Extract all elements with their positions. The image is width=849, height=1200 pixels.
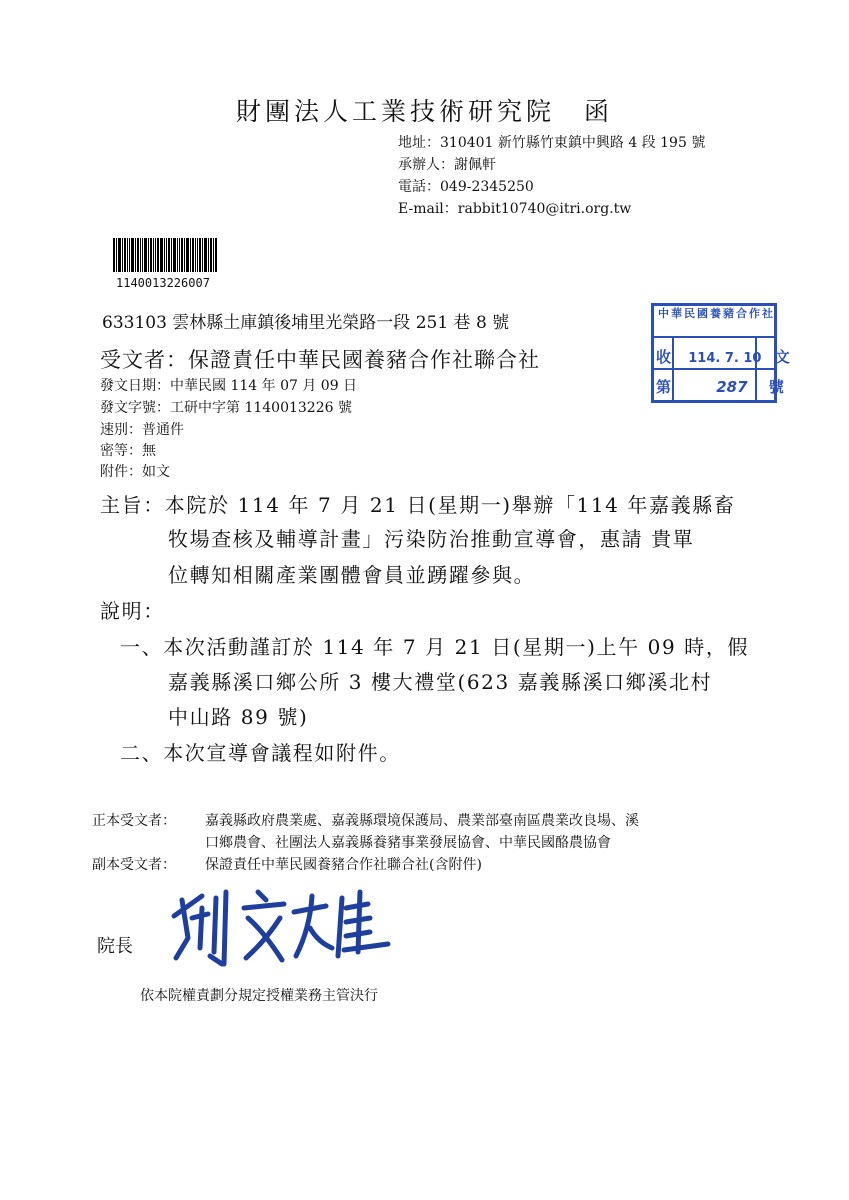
subject-line-1: 主旨：本院於 114 年 7 月 21 日(星期一)舉辦「114 年嘉義縣畜 xyxy=(100,493,736,517)
barcode xyxy=(113,238,245,272)
stamp-no-label: 第 xyxy=(656,378,672,396)
main-recipients-line-1: 嘉義縣政府農業處、嘉義縣環境保護局、農業部臺南區農業改良場、溪 xyxy=(205,813,639,829)
main-recipients-line-2: 口鄉農會、社團法人嘉義縣養豬事業發展協會、中華民國酪農協會 xyxy=(205,835,611,851)
delegation-note: 依本院權責劃分規定授權業務主管決行 xyxy=(140,988,378,1004)
explanation-item-1-line-2: 嘉義縣溪口鄉公所 3 樓大禮堂(623 嘉義縣溪口鄉溪北村 xyxy=(168,670,713,694)
stamp-receive-label: 收 xyxy=(656,348,672,366)
sender-address: 地址：310401 新竹縣竹東鎮中興路 4 段 195 號 xyxy=(398,135,706,151)
subject-line-2: 牧場查核及輔導計畫」污染防治推動宣導會，惠請 貴單 xyxy=(168,527,695,551)
handwritten-signature xyxy=(162,878,402,968)
contact-email: E-mail：rabbit10740@itri.org.tw xyxy=(398,201,632,217)
security-level: 密等：無 xyxy=(100,443,156,459)
stamp-doc-label: 文 xyxy=(774,348,790,366)
copy-recipients-label: 副本受文者： xyxy=(92,857,176,873)
attachment-note: 附件：如文 xyxy=(100,464,170,480)
contact-person: 承辦人：謝佩軒 xyxy=(398,157,496,173)
subject-line-3: 位轉知相關產業團體會員並踴躍參與。 xyxy=(168,563,536,587)
stamp-date: 114. 7. 10 xyxy=(688,351,762,366)
copy-recipients-line-1: 保證責任中華民國養豬合作社聯合社(含附件) xyxy=(205,857,482,873)
issue-date: 發文日期：中華民國 114 年 07 月 09 日 xyxy=(100,378,358,394)
delivery-speed: 速別：普通件 xyxy=(100,422,184,438)
barcode-number: 1140013226007 xyxy=(116,276,210,290)
director-title: 院長 xyxy=(97,936,133,957)
stamp-no-value: 287 xyxy=(716,378,748,396)
document-title: 財團法人工業技術研究院 函 xyxy=(235,97,613,126)
document-number: 發文字號：工研中字第 1140013226 號 xyxy=(100,400,352,416)
main-recipients-label: 正本受文者： xyxy=(92,813,176,829)
explanation-item-1-line-3: 中山路 89 號) xyxy=(168,705,309,729)
explanation-item-2: 二、本次宣導會議程如附件。 xyxy=(120,741,401,765)
stamp-org: 中華民國養豬合作社 xyxy=(658,307,775,320)
stamp-no-suffix: 號 xyxy=(768,378,784,396)
explanation-heading: 說明： xyxy=(100,599,165,623)
contact-phone: 電話：049-2345250 xyxy=(398,179,534,195)
recipient: 受文者：保證責任中華民國養豬合作社聯合社 xyxy=(100,348,540,372)
mailing-address: 633103 雲林縣土庫鎮後埔里光榮路一段 251 巷 8 號 xyxy=(102,313,510,333)
explanation-item-1-line-1: 一、本次活動謹訂於 114 年 7 月 21 日(星期一)上午 09 時，假 xyxy=(120,635,750,659)
receipt-stamp xyxy=(651,303,790,403)
